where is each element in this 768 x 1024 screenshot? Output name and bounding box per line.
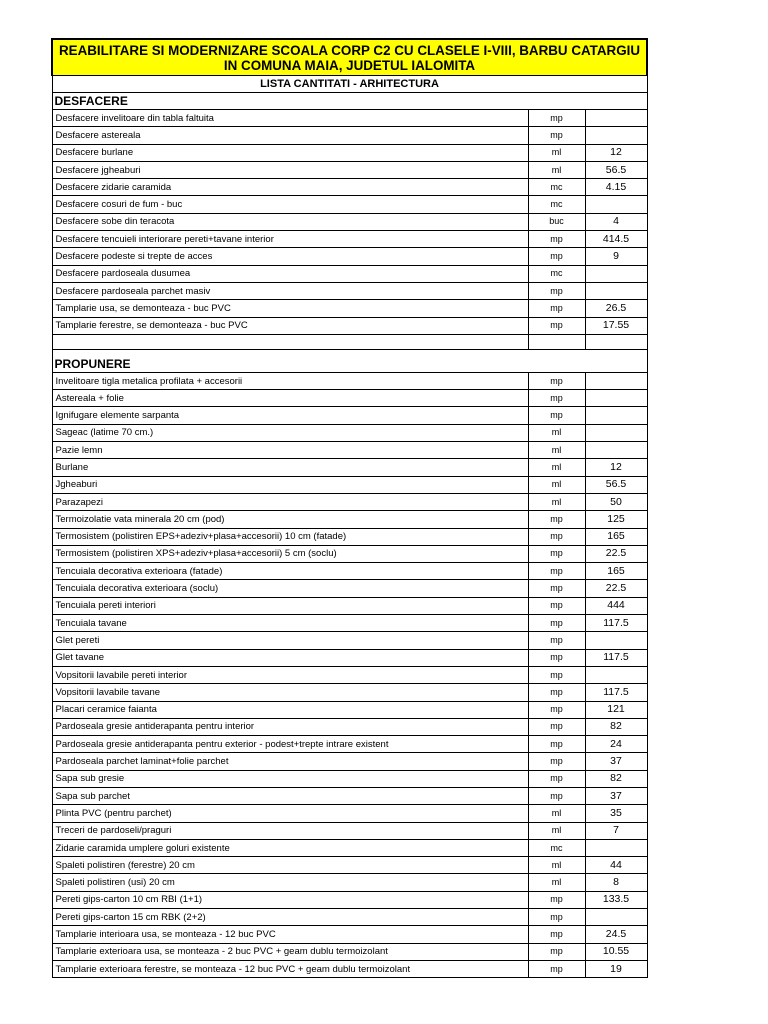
table-row: [52, 649, 647, 666]
unit-of-measure: mp: [528, 317, 585, 334]
item-description: Tencuiala pereti interiori: [52, 597, 528, 614]
item-description: Tencuiala tavane: [52, 615, 528, 632]
item-description: Pereti gips-carton 15 cm RBK (2+2): [52, 909, 528, 926]
quantity: 117.5: [585, 649, 647, 666]
quantity: 24: [585, 736, 647, 753]
quantity: 7: [585, 822, 647, 839]
table-row: [52, 459, 647, 476]
table-row: [52, 822, 647, 839]
unit-of-measure: mp: [528, 231, 585, 248]
item-description: Desfacere jgheaburi: [52, 161, 528, 178]
quantity: 12: [585, 144, 647, 161]
quantity: 56.5: [585, 476, 647, 493]
item-description: Pereti gips-carton 10 cm RBI (1+1): [52, 891, 528, 908]
unit-of-measure: ml: [528, 144, 585, 161]
table-row: [52, 839, 647, 856]
quantity: [585, 909, 647, 926]
quantity: [585, 442, 647, 459]
table-row: [52, 144, 647, 161]
unit-of-measure: mc: [528, 839, 585, 856]
unit-of-measure: mp: [528, 787, 585, 804]
document-subtitle: LISTA CANTITATI - ARHITECTURA: [52, 76, 647, 93]
item-description: Astereala + folie: [52, 390, 528, 407]
quantity: 22.5: [585, 580, 647, 597]
item-description: Tamplarie usa, se demonteaza - buc PVC: [52, 300, 528, 317]
quantity: 82: [585, 770, 647, 787]
table-row: [52, 770, 647, 787]
item-description: Tamplarie exterioara usa, se monteaza - 2 buc PVC + geam dublu termoizolant: [52, 943, 528, 960]
subtitle-row: [52, 76, 647, 93]
quantity: 4.15: [585, 179, 647, 196]
table-row: [52, 753, 647, 770]
unit-of-measure: mp: [528, 718, 585, 735]
quantity: 82: [585, 718, 647, 735]
unit-of-measure: mp: [528, 770, 585, 787]
table-row: [52, 231, 647, 248]
unit-of-measure: mp: [528, 753, 585, 770]
table-row: [52, 407, 647, 424]
table-row: [52, 511, 647, 528]
unit-of-measure: ml: [528, 822, 585, 839]
table-row: [52, 736, 647, 753]
table-row: [52, 563, 647, 580]
unit-of-measure: mp: [528, 632, 585, 649]
table-row: [52, 666, 647, 683]
item-description: Desfacere sobe din teracota: [52, 213, 528, 230]
item-description: Jgheaburi: [52, 476, 528, 493]
quantity: 165: [585, 528, 647, 545]
quantity: 19: [585, 960, 647, 977]
table-row: [52, 528, 647, 545]
quantity: [585, 110, 647, 127]
item-description: Pazie lemn: [52, 442, 528, 459]
unit-of-measure: ml: [528, 857, 585, 874]
item-description: Desfacere astereala: [52, 127, 528, 144]
quantity: 121: [585, 701, 647, 718]
table-row: [52, 161, 647, 178]
table-row: [52, 213, 647, 230]
quantity: [585, 632, 647, 649]
unit-of-measure: mp: [528, 580, 585, 597]
unit-of-measure: mp: [528, 891, 585, 908]
item-description: Tamplarie ferestre, se demonteaza - buc PVC: [52, 317, 528, 334]
item-description: Glet tavane: [52, 649, 528, 666]
unit-of-measure: ml: [528, 476, 585, 493]
item-description: [52, 334, 528, 349]
unit-of-measure: mp: [528, 597, 585, 614]
title-row: [52, 39, 647, 76]
section-heading: DESFACERE: [52, 93, 647, 110]
item-description: Spaleti polistiren (usi) 20 cm: [52, 874, 528, 891]
item-description: Treceri de pardoseli/praguri: [52, 822, 528, 839]
item-description: Termosistem (polistiren EPS+adeziv+plasa+accesorii) 10 cm (fatade): [52, 528, 528, 545]
quantity: 133.5: [585, 891, 647, 908]
table-row: [52, 960, 647, 977]
section-heading-row: [52, 93, 647, 110]
unit-of-measure: mp: [528, 545, 585, 562]
unit-of-measure: mp: [528, 110, 585, 127]
quantity: [585, 265, 647, 282]
unit-of-measure: mp: [528, 390, 585, 407]
quantity: 37: [585, 787, 647, 804]
item-description: Desfacere burlane: [52, 144, 528, 161]
quantity: [585, 282, 647, 299]
unit-of-measure: ml: [528, 161, 585, 178]
item-description: Spaleti polistiren (ferestre) 20 cm: [52, 857, 528, 874]
quantity: [585, 196, 647, 213]
unit-of-measure: [528, 334, 585, 349]
table-row: [52, 874, 647, 891]
unit-of-measure: mp: [528, 701, 585, 718]
unit-of-measure: ml: [528, 424, 585, 441]
unit-of-measure: mp: [528, 736, 585, 753]
quantity: [585, 839, 647, 856]
table-row: [52, 265, 647, 282]
unit-of-measure: ml: [528, 459, 585, 476]
unit-of-measure: mp: [528, 926, 585, 943]
quantity: 26.5: [585, 300, 647, 317]
unit-of-measure: mp: [528, 248, 585, 265]
item-description: Desfacere pardoseala parchet masiv: [52, 282, 528, 299]
unit-of-measure: ml: [528, 874, 585, 891]
unit-of-measure: ml: [528, 493, 585, 510]
item-description: Desfacere pardoseala dusumea: [52, 265, 528, 282]
quantity: 444: [585, 597, 647, 614]
item-description: Tencuiala decorativa exterioara (fatade): [52, 563, 528, 580]
unit-of-measure: mp: [528, 407, 585, 424]
quantity: 44: [585, 857, 647, 874]
item-description: Pardoseala gresie antiderapanta pentru exterior - podest+trepte intrare existent: [52, 736, 528, 753]
document-title: REABILITARE SI MODERNIZARE SCOALA CORP C2 CU CLASELE I-VIII, BARBU CATARGIU IN COMUNA MAIA, JUDETUL IALOMITA: [52, 39, 647, 76]
unit-of-measure: mc: [528, 265, 585, 282]
quantity: 4: [585, 213, 647, 230]
item-description: Tamplarie interioara usa, se monteaza - 12 buc PVC: [52, 926, 528, 943]
item-description: Burlane: [52, 459, 528, 476]
unit-of-measure: mp: [528, 615, 585, 632]
section-heading: PROPUNERE: [52, 349, 647, 372]
quantity: 117.5: [585, 615, 647, 632]
section-heading-row: [52, 349, 647, 372]
table-row: [52, 909, 647, 926]
quantity: [585, 390, 647, 407]
quantity: 35: [585, 805, 647, 822]
unit-of-measure: mp: [528, 563, 585, 580]
item-description: Tencuiala decorativa exterioara (soclu): [52, 580, 528, 597]
unit-of-measure: mp: [528, 282, 585, 299]
item-description: Zidarie caramida umplere goluri existente: [52, 839, 528, 856]
table-row: [52, 179, 647, 196]
quantity: [585, 372, 647, 389]
table-row: [52, 805, 647, 822]
item-description: Desfacere invelitoare din tabla faltuita: [52, 110, 528, 127]
quantity: 8: [585, 874, 647, 891]
quantities-table: [51, 38, 648, 978]
quantity: 10.55: [585, 943, 647, 960]
item-description: Parazapezi: [52, 493, 528, 510]
item-description: Plinta PVC (pentru parchet): [52, 805, 528, 822]
unit-of-measure: mp: [528, 127, 585, 144]
unit-of-measure: buc: [528, 213, 585, 230]
quantity: 125: [585, 511, 647, 528]
table-row: [52, 372, 647, 389]
item-description: Vopsitorii lavabile tavane: [52, 684, 528, 701]
table-row: [52, 127, 647, 144]
quantity: 165: [585, 563, 647, 580]
item-description: Desfacere cosuri de fum - buc: [52, 196, 528, 213]
table-row: [52, 424, 647, 441]
item-description: Termoizolatie vata minerala 20 cm (pod): [52, 511, 528, 528]
item-description: Ignifugare elemente sarpanta: [52, 407, 528, 424]
unit-of-measure: mp: [528, 960, 585, 977]
unit-of-measure: mp: [528, 528, 585, 545]
item-description: Invelitoare tigla metalica profilata + accesorii: [52, 372, 528, 389]
table-row: [52, 110, 647, 127]
table-row: [52, 615, 647, 632]
unit-of-measure: mp: [528, 300, 585, 317]
item-description: Desfacere podeste si trepte de acces: [52, 248, 528, 265]
item-description: Vopsitorii lavabile pereti interior: [52, 666, 528, 683]
item-description: Sapa sub gresie: [52, 770, 528, 787]
table-row: [52, 597, 647, 614]
quantity: [585, 334, 647, 349]
table-row: [52, 701, 647, 718]
item-description: Sageac (latime 70 cm.): [52, 424, 528, 441]
quantity: 414.5: [585, 231, 647, 248]
unit-of-measure: mc: [528, 179, 585, 196]
quantity: 17.55: [585, 317, 647, 334]
table-row: [52, 300, 647, 317]
table-row: [52, 248, 647, 265]
table-row: [52, 891, 647, 908]
table-row: [52, 684, 647, 701]
table-row: [52, 857, 647, 874]
table-row: [52, 580, 647, 597]
table-row: [52, 493, 647, 510]
quantity: 50: [585, 493, 647, 510]
quantity: 22.5: [585, 545, 647, 562]
quantity: 117.5: [585, 684, 647, 701]
quantity: 56.5: [585, 161, 647, 178]
quantity: [585, 666, 647, 683]
item-description: Placari ceramice faianta: [52, 701, 528, 718]
item-description: Termosistem (polistiren XPS+adeziv+plasa+accesorii) 5 cm (soclu): [52, 545, 528, 562]
unit-of-measure: mc: [528, 196, 585, 213]
unit-of-measure: mp: [528, 943, 585, 960]
quantities-sheet: [51, 38, 646, 978]
table-row: [52, 442, 647, 459]
item-description: Tamplarie exterioara ferestre, se monteaza - 12 buc PVC + geam dublu termoizolant: [52, 960, 528, 977]
table-row: [52, 718, 647, 735]
table-row: [52, 926, 647, 943]
table-row: [52, 632, 647, 649]
table-row: [52, 196, 647, 213]
table-row: [52, 334, 647, 349]
item-description: Sapa sub parchet: [52, 787, 528, 804]
table-row: [52, 787, 647, 804]
quantity: 9: [585, 248, 647, 265]
unit-of-measure: ml: [528, 805, 585, 822]
unit-of-measure: mp: [528, 511, 585, 528]
table-row: [52, 943, 647, 960]
item-description: Desfacere tencuieli interiorare pereti+tavane interior: [52, 231, 528, 248]
table-row: [52, 476, 647, 493]
quantity: [585, 407, 647, 424]
unit-of-measure: mp: [528, 372, 585, 389]
table-row: [52, 317, 647, 334]
quantity: [585, 127, 647, 144]
unit-of-measure: mp: [528, 909, 585, 926]
quantity: [585, 424, 647, 441]
item-description: Pardoseala gresie antiderapanta pentru interior: [52, 718, 528, 735]
item-description: Desfacere zidarie caramida: [52, 179, 528, 196]
table-row: [52, 545, 647, 562]
unit-of-measure: ml: [528, 442, 585, 459]
quantity: 12: [585, 459, 647, 476]
table-row: [52, 282, 647, 299]
unit-of-measure: mp: [528, 666, 585, 683]
item-description: Glet pereti: [52, 632, 528, 649]
quantity: 24.5: [585, 926, 647, 943]
table-row: [52, 390, 647, 407]
quantity: 37: [585, 753, 647, 770]
unit-of-measure: mp: [528, 649, 585, 666]
unit-of-measure: mp: [528, 684, 585, 701]
item-description: Pardoseala parchet laminat+folie parchet: [52, 753, 528, 770]
